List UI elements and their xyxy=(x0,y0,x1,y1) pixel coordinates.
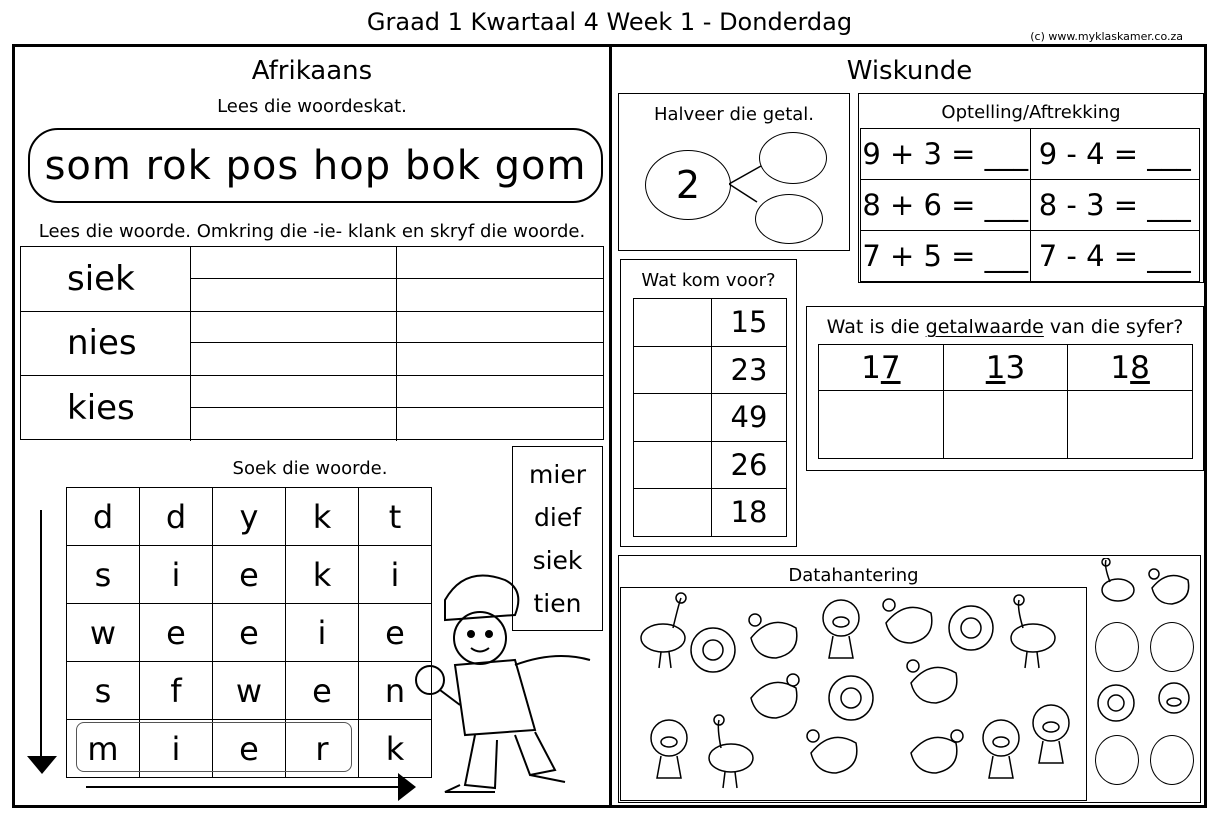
answer-cell[interactable] xyxy=(634,441,712,489)
grid-cell[interactable]: i xyxy=(359,546,432,604)
number-cell: 18 xyxy=(712,489,787,537)
grid-cell[interactable]: k xyxy=(286,546,359,604)
answer-cell[interactable] xyxy=(943,391,1068,459)
chicken-icon xyxy=(1149,569,1189,604)
word-row xyxy=(21,247,603,312)
grid-cell[interactable]: t xyxy=(359,488,432,546)
grid-cell[interactable]: e xyxy=(213,604,286,662)
chicken-icon xyxy=(749,614,797,658)
grid-cell[interactable]: i xyxy=(140,720,213,778)
pig-icon xyxy=(1159,683,1189,713)
operations-panel xyxy=(858,93,1204,283)
place-value-panel xyxy=(806,306,1204,471)
sheep-icon xyxy=(949,606,993,650)
animal-picture-area xyxy=(620,587,1087,801)
grid-cell[interactable]: y xyxy=(213,488,286,546)
write-lines[interactable] xyxy=(191,376,603,441)
operations-table xyxy=(860,128,1200,282)
grid-cell[interactable]: n xyxy=(359,662,432,720)
sum-cell[interactable]: 8 + 6 = ___ xyxy=(861,180,1031,231)
sheep-icon xyxy=(829,676,873,720)
grid-cell[interactable]: e xyxy=(213,546,286,604)
chicken-icon xyxy=(883,599,932,643)
grid-cell[interactable]: e xyxy=(286,662,359,720)
circle-instruction: Lees die woorde. Omkring die -ie- klank en skryf die woorde. xyxy=(38,221,586,242)
sheep-icon xyxy=(1098,685,1134,721)
down-arrow-line xyxy=(40,510,42,762)
chicken-icon xyxy=(907,660,957,703)
detective-illustration-icon xyxy=(405,560,610,800)
pig-icon xyxy=(823,600,859,658)
word-row xyxy=(21,376,603,441)
grid-cell[interactable]: d xyxy=(140,488,213,546)
ostrich-icon xyxy=(641,593,686,668)
grid-cell[interactable]: i xyxy=(140,546,213,604)
pig-icon xyxy=(983,720,1019,778)
before-panel xyxy=(620,259,797,547)
chicken-icon xyxy=(751,674,799,718)
ostrich-icon xyxy=(1011,595,1055,668)
sum-cell[interactable]: 7 - 4 = ___ xyxy=(1030,231,1200,282)
animal-collection-icon xyxy=(621,588,1086,800)
word-bank-item: siek xyxy=(532,546,583,575)
answer-cell[interactable] xyxy=(634,299,712,347)
sum-cell[interactable]: 9 + 3 = ___ xyxy=(861,129,1031,180)
halve-panel xyxy=(618,93,850,251)
grid-cell[interactable]: k xyxy=(359,720,432,778)
grid-cell[interactable]: r xyxy=(286,720,359,778)
operations-heading: Optelling/Aftrekking xyxy=(941,102,1121,123)
grid-cell[interactable]: f xyxy=(140,662,213,720)
grid-cell[interactable]: k xyxy=(286,488,359,546)
ostrich-icon xyxy=(709,715,753,788)
number-cell: 15 xyxy=(712,299,787,347)
grid-cell[interactable]: m xyxy=(67,720,140,778)
count-oval[interactable] xyxy=(1150,735,1194,785)
write-lines[interactable] xyxy=(191,247,603,311)
grid-cell[interactable]: w xyxy=(67,604,140,662)
place-number: 13 xyxy=(943,345,1068,391)
answer-cell[interactable] xyxy=(634,346,712,394)
sum-cell[interactable]: 8 - 3 = ___ xyxy=(1030,180,1200,231)
worksheet-title: Graad 1 Kwartaal 4 Week 1 - Donderdag xyxy=(366,8,853,36)
down-arrow-icon xyxy=(27,756,57,776)
place-value-table xyxy=(818,344,1193,459)
before-heading: Wat kom voor? xyxy=(641,270,776,291)
ostrich-icon xyxy=(1102,558,1134,601)
number-cell: 23 xyxy=(712,346,787,394)
word-bank-item: tien xyxy=(533,589,582,618)
number-cell: 49 xyxy=(712,394,787,442)
grid-cell[interactable]: d xyxy=(67,488,140,546)
grid-cell[interactable]: w xyxy=(213,662,286,720)
answer-cell[interactable] xyxy=(634,489,712,537)
before-table xyxy=(633,298,787,537)
connector-lines xyxy=(729,154,769,214)
grid-cell[interactable]: i xyxy=(286,604,359,662)
answer-cell[interactable] xyxy=(1068,391,1193,459)
word-cell: nies xyxy=(21,312,191,376)
sum-cell[interactable]: 7 + 5 = ___ xyxy=(861,231,1031,282)
chicken-icon xyxy=(807,730,857,773)
chicken-icon xyxy=(911,730,963,773)
answer-cell[interactable] xyxy=(634,394,712,442)
data-heading: Datahantering xyxy=(788,565,919,586)
grid-cell[interactable]: s xyxy=(67,546,140,604)
halve-number: 2 xyxy=(645,150,731,220)
word-bank-item: mier xyxy=(529,460,586,489)
grid-cell[interactable]: s xyxy=(67,662,140,720)
count-oval[interactable] xyxy=(1095,622,1139,672)
afrikaans-heading: Afrikaans xyxy=(251,56,373,86)
grid-cell[interactable]: e xyxy=(140,604,213,662)
place-number: 17 xyxy=(819,345,944,391)
answer-oval[interactable] xyxy=(759,132,827,184)
answer-cell[interactable] xyxy=(819,391,944,459)
vocabulary-box: som rok pos hop bok gom xyxy=(28,128,603,203)
place-value-heading: Wat is die getalwaarde van die syfer? xyxy=(826,316,1184,338)
grid-cell[interactable]: e xyxy=(213,720,286,778)
count-oval[interactable] xyxy=(1095,735,1139,785)
word-bank-item: dief xyxy=(534,503,581,532)
sum-cell[interactable]: 9 - 4 = ___ xyxy=(1030,129,1200,180)
wiskunde-heading: Wiskunde xyxy=(846,56,973,86)
word-cell: kies xyxy=(21,376,191,441)
word-row xyxy=(21,312,603,377)
found-word-highlight xyxy=(76,722,352,772)
copyright-text: (c) www.myklaskamer.co.za xyxy=(1030,30,1183,43)
pig-icon xyxy=(1033,705,1069,763)
place-number: 18 xyxy=(1068,345,1193,391)
word-cell: siek xyxy=(21,247,191,311)
count-oval[interactable] xyxy=(1150,622,1194,672)
write-lines[interactable] xyxy=(191,312,603,376)
read-instruction: Lees die woordeskat. xyxy=(217,96,407,117)
pig-icon xyxy=(651,720,687,778)
word-write-table xyxy=(20,246,604,440)
search-heading: Soek die woorde. xyxy=(232,458,388,479)
grid-cell[interactable]: e xyxy=(359,604,432,662)
number-cell: 26 xyxy=(712,441,787,489)
sheep-icon xyxy=(691,628,735,672)
right-arrow-line xyxy=(86,786,404,788)
halve-heading: Halveer die getal. xyxy=(653,104,815,125)
